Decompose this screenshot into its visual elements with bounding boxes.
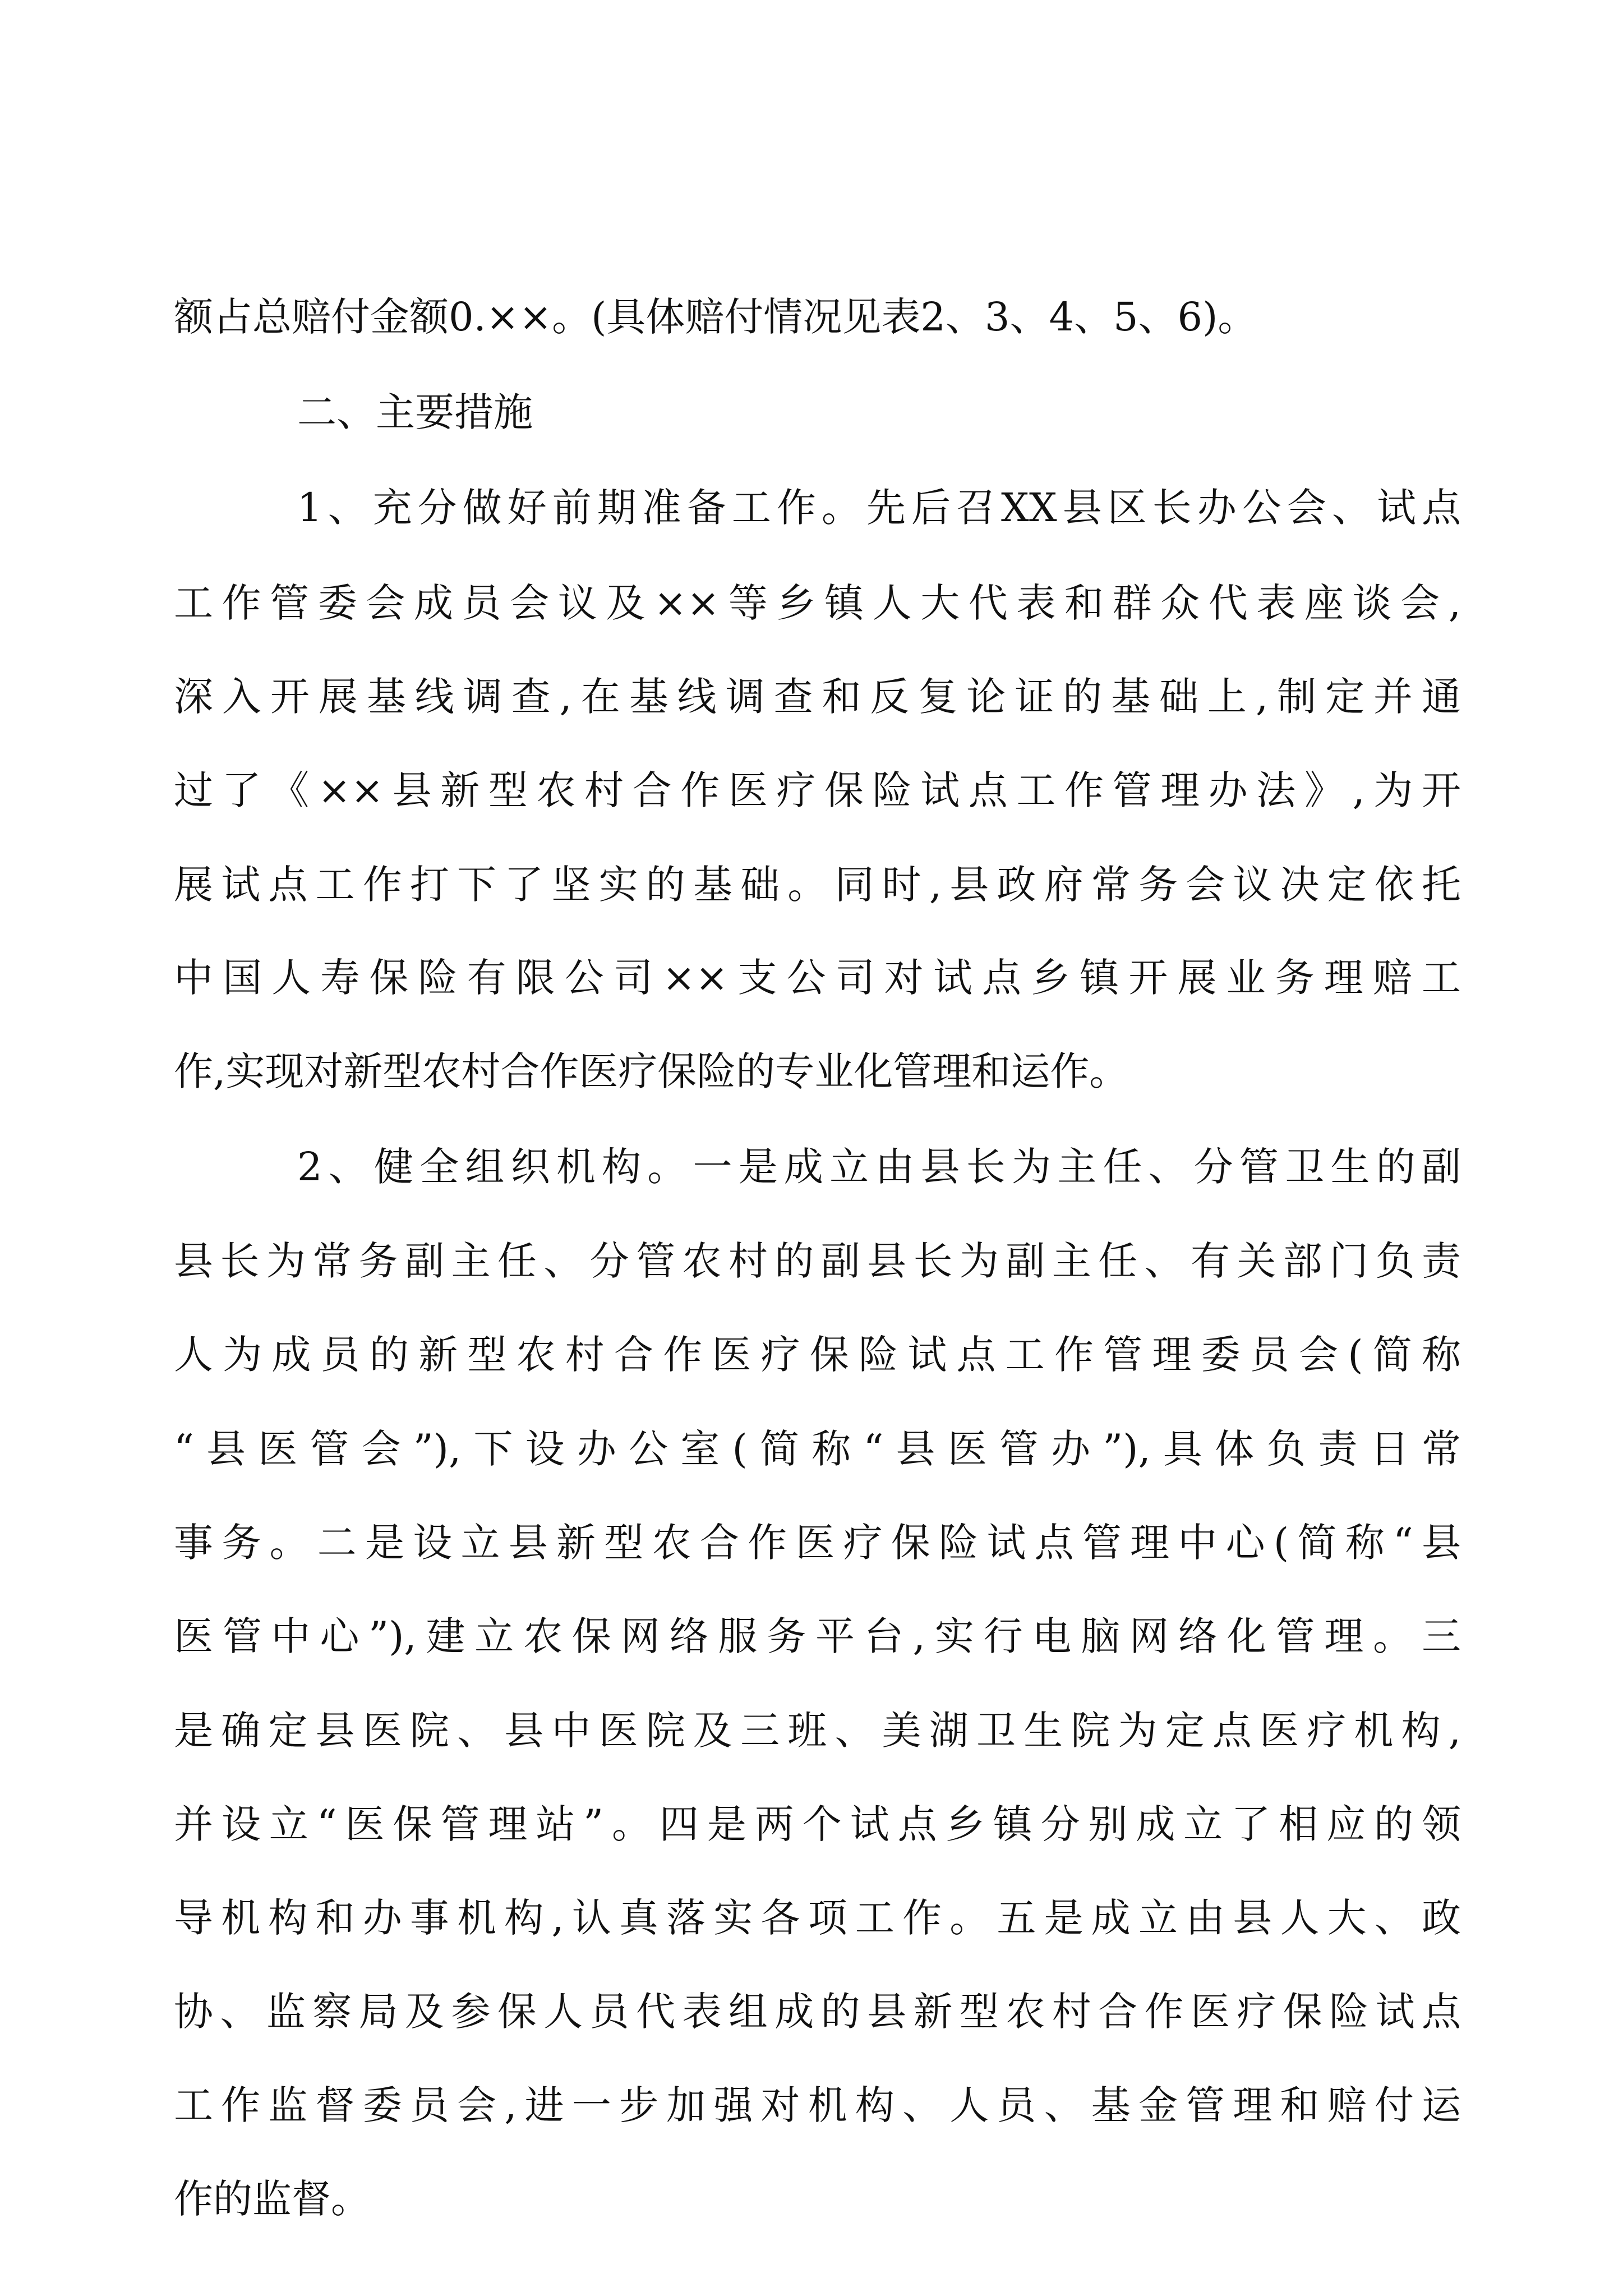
text-line-content: 2、健全组织机构。一是成立由县长为主任、分管卫生的副 (297, 1144, 1461, 1190)
text-line-content: 医管中心”),建立农保网络服务平台,实行电脑网络化管理。三 (174, 1613, 1461, 1659)
text-line-content: 展试点工作打下了坚实的基础。同时,县政府常务会议决定依托 (174, 862, 1461, 908)
text-line-content: 人为成员的新型农村合作医疗保险试点工作管理委员会(简称 (174, 1332, 1461, 1378)
text-line-content: 是确定县医院、县中医院及三班、美湖卫生院为定点医疗机构, (174, 1708, 1461, 1754)
text-line-content: 工作监督委员会,进一步加强对机构、人员、基金管理和赔付运 (174, 2082, 1461, 2128)
text-line-content: 并设立“医保管理站”。四是两个试点乡镇分别成立了相应的领 (174, 1801, 1461, 1847)
text-line-content: “县医管会”),下设办公室(简称“县医管办”),具体负责日常 (174, 1426, 1461, 1472)
text-line-content: 作,实现对新型农村合作医疗保险的专业化管理和运作。 (174, 1048, 1129, 1094)
text-line-content: 事务。二是设立县新型农合作医疗保险试点管理中心(简称“县 (174, 1520, 1461, 1566)
text-line-content: 深入开展基线调查,在基线调查和反复论证的基础上,制定并通 (174, 674, 1461, 720)
text-line-content: 作的监督。 (174, 2176, 370, 2222)
text-line-content: 额占总赔付金额0.××。(具体赔付情况见表2、3、4、5、6)。 (174, 294, 1257, 340)
text-line-content: 过了《××县新型农村合作医疗保险试点工作管理办法》,为开 (174, 767, 1461, 813)
text-line-content: 1、充分做好前期准备工作。先后召XX县区长办公会、试点 (297, 485, 1461, 531)
text-line-content: 工作管委会成员会议及××等乡镇人大代表和群众代表座谈会, (174, 580, 1461, 626)
text-line-content: 中国人寿保险有限公司××支公司对试点乡镇开展业务理赔工 (174, 955, 1461, 1001)
text-line-content: 协、监察局及参保人员代表组成的县新型农村合作医疗保险试点 (174, 1989, 1461, 2035)
section-heading-text: 二、主要措施 (297, 389, 533, 435)
text-line-content: 县长为常务副主任、分管农村的副县长为副主任、有关部门负责 (174, 1238, 1461, 1284)
text-line-content: 导机构和办事机构,认真落实各项工作。五是成立由县人大、政 (174, 1895, 1461, 1941)
